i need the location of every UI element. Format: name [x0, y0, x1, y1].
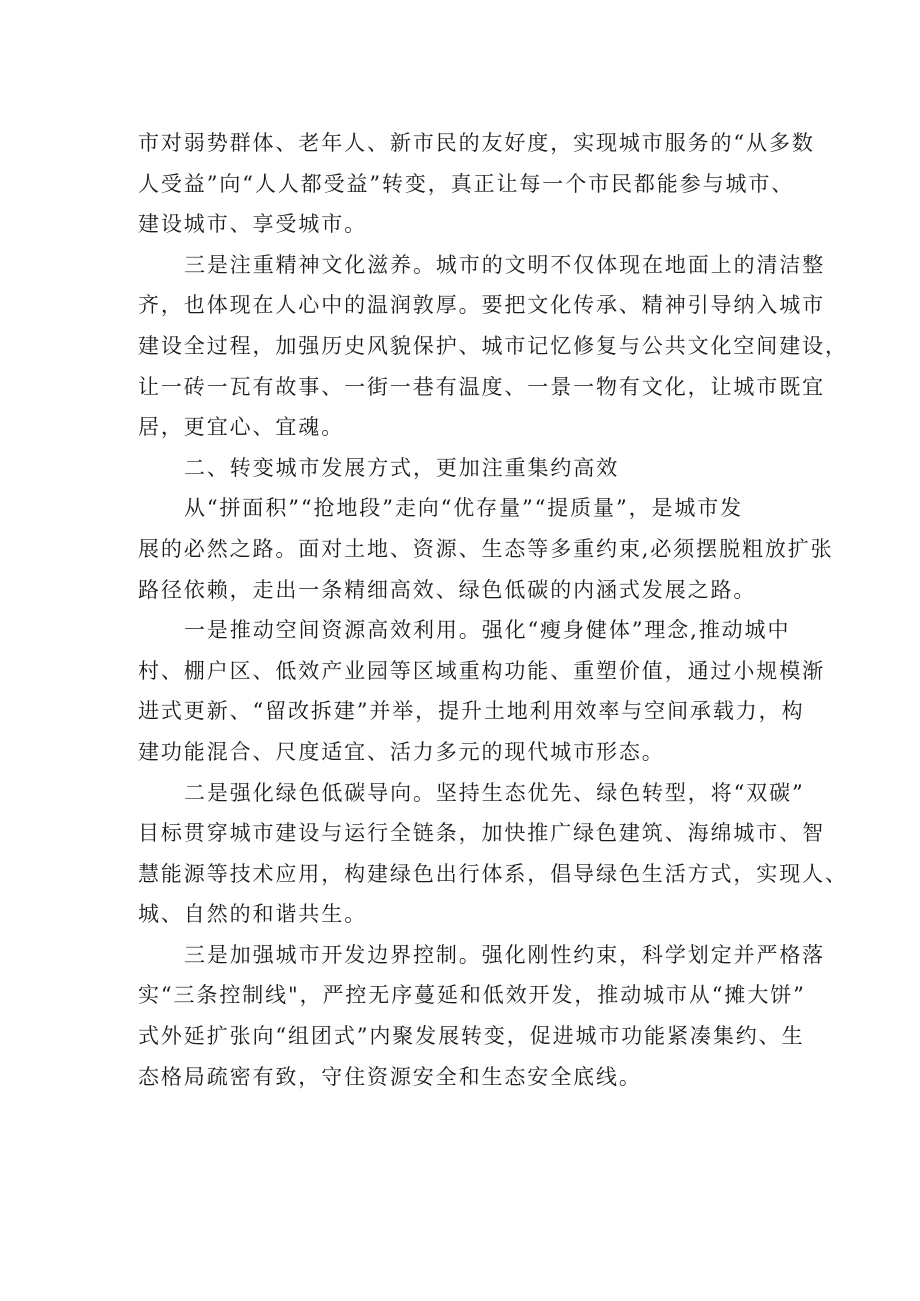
text-line: 路径依赖，走出一条精细高效、绿色低碳的内涵式发展之路。: [138, 577, 757, 602]
paragraph-p7: [138, 935, 826, 1097]
text-line: 态格局疏密有致，守住资源安全和生态安全底线。: [138, 1064, 642, 1089]
text-line: 三是注重精神文化滋养。城市的文明不仅体现在地面上的清洁整: [184, 252, 826, 277]
text-line: 城、自然的和谐共生。: [138, 902, 367, 927]
paragraph-p4: [138, 488, 834, 610]
paragraph-p1: [138, 123, 815, 245]
text-line: 式外延扩张向“组团式”内聚发展转变，促进城市功能紧凑集约、生: [138, 1024, 805, 1049]
text-line: 建设城市、享受城市。: [138, 212, 367, 237]
text-line: 从“拼面积”“抢地段”走向“优存量”“提质量”，是城市发: [184, 496, 744, 521]
text-line: 展的必然之路。面对土地、资源、生态等多重约束,必须摆脱粗放扩张: [138, 536, 834, 561]
text-line: 进式更新、“留改拆建”并举，提升土地利用效率与空间承载力，构: [138, 699, 805, 724]
text-line: 建设全过程，加强历史风貌保护、城市记忆修复与公共文化空间建设，: [138, 333, 848, 358]
document-body: [138, 123, 848, 1097]
text-line: 让一砖一瓦有故事、一街一巷有温度、一景一物有文化，让城市既宜: [138, 374, 825, 399]
text-line: 目标贯穿城市建设与运行全链条，加快推广绿色建筑、海绵城市、智: [138, 821, 825, 846]
text-line: 二是强化绿色低碳导向。坚持生态优先、绿色转型，将“双碳”: [184, 780, 805, 805]
paragraph-p2: [138, 245, 848, 448]
text-line: 一是推动空间资源高效利用。强化“瘦身健体”理念,推动城中: [184, 618, 791, 643]
text-line: 人受益”向“人人都受益”转变，真正让每一个市民都能参与城市、: [138, 171, 795, 196]
text-line: 三是加强城市开发边界控制。强化刚性约束，科学划定并严格落: [184, 942, 826, 967]
text-line: 建功能混合、尺度适宜、活力多元的现代城市形态。: [138, 739, 665, 764]
text-line: 二、转变城市发展方式，更加注重集约高效: [184, 455, 620, 480]
text-line: 慧能源等技术应用，构建绿色出行体系，倡导绿色生活方式，实现人、: [138, 861, 848, 886]
paragraph-p6: [138, 773, 848, 935]
paragraph-p3: [138, 448, 798, 489]
text-line: 实“三条控制线"，严控无序蔓延和低效开发，推动城市从“摊大饼”: [138, 983, 806, 1008]
text-line: 村、棚户区、低效产业园等区域重构功能、重塑价值，通过小规模渐: [138, 658, 825, 683]
text-line: 居，更宜心、宜魂。: [138, 415, 345, 440]
paragraph-p5: [138, 610, 825, 772]
text-line: 齐，也体现在人心中的温润敦厚。要把文化传承、精神引导纳入城市: [138, 293, 825, 318]
text-line: 市对弱势群体、老年人、新市民的友好度，实现城市服务的“从多数: [138, 131, 815, 155]
